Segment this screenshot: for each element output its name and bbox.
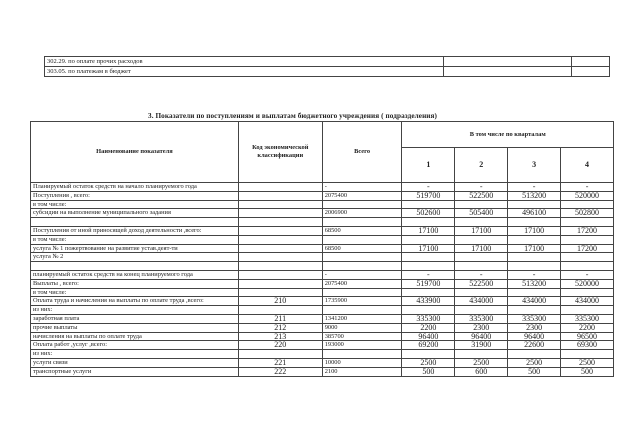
- cell-q2: 96400: [455, 332, 508, 341]
- cell-q3: [508, 200, 561, 209]
- cell-code: [238, 270, 322, 279]
- cell-q4: 2200: [561, 323, 614, 332]
- table-row: [31, 350, 614, 359]
- cell-total: [322, 262, 402, 271]
- cell-total: 68500: [322, 226, 402, 235]
- cell-q2: 17100: [455, 226, 508, 235]
- cell-name: [31, 262, 239, 271]
- cell-q1: 96400: [402, 332, 455, 341]
- table-row: [31, 358, 614, 367]
- cell-code: 220: [238, 341, 322, 350]
- cell-q3: 500: [508, 367, 561, 376]
- cell-q1: 2200: [402, 323, 455, 332]
- cell-q4: [561, 218, 614, 227]
- cell-q1: [402, 200, 455, 209]
- cell-name: из них:: [31, 306, 239, 315]
- cell-total: 193000: [322, 341, 402, 350]
- cell-q4: 335300: [561, 314, 614, 323]
- cell-name: в том числе:: [31, 235, 239, 244]
- cell-total: 2006900: [322, 209, 402, 218]
- cell-q1: [402, 253, 455, 262]
- cell-name: услуги связи: [31, 358, 239, 367]
- cell-code: [238, 218, 322, 227]
- cell-q4: 69300: [561, 341, 614, 350]
- cell-code: [238, 262, 322, 271]
- cell-q1: 69200: [402, 341, 455, 350]
- cell-q3: -: [508, 183, 561, 192]
- cell-name: планируемый остаток средств на конец планируемого года: [31, 270, 239, 279]
- cell-q4: [561, 350, 614, 359]
- cell-q1: -: [402, 270, 455, 279]
- cell-name: прочие выплаты: [31, 323, 239, 332]
- cell-q2: 17100: [455, 244, 508, 253]
- cell-q4: [561, 200, 614, 209]
- cell-q4: 502800: [561, 209, 614, 218]
- cell-total: -: [322, 270, 402, 279]
- cell-q4: [561, 262, 614, 271]
- cell-name: Поступления от иной приносящей доход деятельности ,всего:: [31, 226, 239, 235]
- table-row: [31, 209, 614, 218]
- cell-q1: 433900: [402, 297, 455, 306]
- cell-code: [238, 306, 322, 315]
- cell-q1: 519700: [402, 191, 455, 200]
- cell-q3: 22600: [508, 341, 561, 350]
- cell-q2: 434000: [455, 297, 508, 306]
- cell-q2: 522500: [455, 279, 508, 288]
- table-row: [31, 306, 614, 315]
- cell-q3: -: [508, 270, 561, 279]
- cell-total: 2075400: [322, 279, 402, 288]
- cell-q2: 522500: [455, 191, 508, 200]
- cell-q2: -: [455, 270, 508, 279]
- cell-code: [238, 183, 322, 192]
- header-q2: 2: [455, 148, 508, 183]
- cell-q3: [508, 288, 561, 297]
- cell-q4: -: [561, 270, 614, 279]
- cell-q4: 520000: [561, 279, 614, 288]
- table-row: [31, 183, 614, 192]
- cell-name: услуга № 1 пожертвование на развитие устав.деят-ти: [31, 244, 239, 253]
- cell-q1: 519700: [402, 279, 455, 288]
- cell-name: в том числе:: [31, 200, 239, 209]
- cell-q3: 513200: [508, 191, 561, 200]
- cell-q1: [402, 288, 455, 297]
- revenue-expense-table: [30, 121, 614, 377]
- cell-total: -: [322, 183, 402, 192]
- top-expense-table: [44, 56, 610, 77]
- cell-code: 212: [238, 323, 322, 332]
- cell-name: [31, 218, 239, 227]
- cell-code: [238, 288, 322, 297]
- header-code: Код экономической классификации: [238, 122, 322, 183]
- cell-q3: 496100: [508, 209, 561, 218]
- cell-total: 1341200: [322, 314, 402, 323]
- cell-q2: 335300: [455, 314, 508, 323]
- cell-q4: [561, 306, 614, 315]
- cell-total: 385700: [322, 332, 402, 341]
- cell-q3: 434000: [508, 297, 561, 306]
- table-row: [31, 244, 614, 253]
- cell-q3: 17100: [508, 226, 561, 235]
- cell-total: [322, 200, 402, 209]
- cell-name: в том числе:: [31, 288, 239, 297]
- cell-code: 210: [238, 297, 322, 306]
- table-row: [31, 191, 614, 200]
- cell-q1: 502600: [402, 209, 455, 218]
- cell-code: [238, 350, 322, 359]
- cell-q4: 520000: [561, 191, 614, 200]
- cell-total: 10000: [322, 358, 402, 367]
- cell-q1: [402, 218, 455, 227]
- cell-q3: 2300: [508, 323, 561, 332]
- cell-q1: 2500: [402, 358, 455, 367]
- table-row: [31, 314, 614, 323]
- cell-name: транспортные услуги: [31, 367, 239, 376]
- cell-q2: [455, 262, 508, 271]
- cell-q3: [508, 218, 561, 227]
- cell-total: 2075400: [322, 191, 402, 200]
- cell-q1: -: [402, 183, 455, 192]
- cell-q4: -: [561, 183, 614, 192]
- cell-q4: 96500: [561, 332, 614, 341]
- table-row: [31, 297, 614, 306]
- cell-q4: 500: [561, 367, 614, 376]
- table-body: [31, 183, 614, 377]
- cell-q4: [561, 288, 614, 297]
- header-name: Наименование показателя: [31, 122, 239, 183]
- cell-q2: 600: [455, 367, 508, 376]
- cell-q3: 96400: [508, 332, 561, 341]
- cell-q1: 17100: [402, 244, 455, 253]
- cell-q3: [508, 235, 561, 244]
- cell-q1: [402, 235, 455, 244]
- table-row: [31, 341, 614, 350]
- cell-total: [322, 306, 402, 315]
- cell-q2: [455, 235, 508, 244]
- header-total: Всего: [322, 122, 402, 183]
- cell-code: 222: [238, 367, 322, 376]
- cell-total: 9000: [322, 323, 402, 332]
- cell-q2: [455, 306, 508, 315]
- cell-code: 213: [238, 332, 322, 341]
- cell-q1: 335300: [402, 314, 455, 323]
- table-row: [31, 200, 614, 209]
- cell-name: из них:: [31, 350, 239, 359]
- table-row: [31, 279, 614, 288]
- cell-q4: 17200: [561, 244, 614, 253]
- cell-total: [322, 235, 402, 244]
- table-row: [31, 218, 614, 227]
- cell-code: [238, 253, 322, 262]
- cell-q2: -: [455, 183, 508, 192]
- cell-q2: 2500: [455, 358, 508, 367]
- cell-name: заработная плата: [31, 314, 239, 323]
- cell-q3: 2500: [508, 358, 561, 367]
- cell-code: [238, 209, 322, 218]
- cell-code: [238, 244, 322, 253]
- header-row: [31, 122, 614, 148]
- cell-q2: [455, 288, 508, 297]
- cell-code: [238, 226, 322, 235]
- cell-q3: [508, 306, 561, 315]
- cell-code: [238, 191, 322, 200]
- cell-name: начисления на выплаты по оплате труда: [31, 332, 239, 341]
- table-row: [31, 323, 614, 332]
- cell-q4: [561, 253, 614, 262]
- cell-q1: [402, 350, 455, 359]
- cell-q3: 17100: [508, 244, 561, 253]
- cell-q4: 2500: [561, 358, 614, 367]
- table-row: [31, 253, 614, 262]
- header-q4: 4: [561, 148, 614, 183]
- cell-total: [322, 350, 402, 359]
- cell-q2: [455, 218, 508, 227]
- cell-code: 211: [238, 314, 322, 323]
- cell-code: [238, 200, 322, 209]
- table-row: [45, 57, 610, 67]
- cell-name: Оплата труда и начисления на выплаты по оплате труда ,всего:: [31, 297, 239, 306]
- cell-total: 2100: [322, 367, 402, 376]
- cell-total: 1735900: [322, 297, 402, 306]
- cell-q3: [508, 262, 561, 271]
- row-label: 303.05. по платежам в бюджет: [45, 67, 444, 77]
- cell-code: [238, 235, 322, 244]
- header-q1: 1: [402, 148, 455, 183]
- cell-q3: 335300: [508, 314, 561, 323]
- cell-q2: [455, 350, 508, 359]
- header-q3: 3: [508, 148, 561, 183]
- cell-name: Планируемый остаток средств на начало планируемого года: [31, 183, 239, 192]
- cell-q1: [402, 262, 455, 271]
- cell-code: 221: [238, 358, 322, 367]
- table-row: [31, 270, 614, 279]
- table-row: [31, 262, 614, 271]
- cell-q4: 17200: [561, 226, 614, 235]
- cell-q1: [402, 306, 455, 315]
- cell-q3: [508, 253, 561, 262]
- cell-total: 68500: [322, 244, 402, 253]
- cell-q2: 31900: [455, 341, 508, 350]
- table-row: [31, 235, 614, 244]
- cell-total: [322, 253, 402, 262]
- cell-code: [238, 279, 322, 288]
- cell-q2: [455, 253, 508, 262]
- cell-total: [322, 288, 402, 297]
- cell-q4: [561, 235, 614, 244]
- cell-q1: 500: [402, 367, 455, 376]
- cell-name: Выплаты , всего:: [31, 279, 239, 288]
- cell-q4: 434000: [561, 297, 614, 306]
- table-row: [31, 332, 614, 341]
- table-row: [31, 288, 614, 297]
- cell-name: субсидии на выполнение муниципального задания: [31, 209, 239, 218]
- cell-name: Поступления , всего:: [31, 191, 239, 200]
- table-row: [31, 367, 614, 376]
- header-quarters: В том числе по кварталам: [402, 122, 614, 148]
- cell-q1: 17100: [402, 226, 455, 235]
- table-row: [31, 226, 614, 235]
- cell-name: Оплата работ ,услуг ,всего:: [31, 341, 239, 350]
- cell-name: услуга № 2: [31, 253, 239, 262]
- cell-q3: [508, 350, 561, 359]
- row-label: 302.29. по оплате прочих расходов: [45, 57, 444, 67]
- cell-total: [322, 218, 402, 227]
- section-title: 3. Показатели по поступлениям и выплатам бюджетного учреждения ( подразделения): [148, 112, 438, 120]
- cell-q2: [455, 200, 508, 209]
- cell-q3: 513200: [508, 279, 561, 288]
- cell-q2: 505400: [455, 209, 508, 218]
- table-row: [45, 67, 610, 77]
- cell-q2: 2300: [455, 323, 508, 332]
